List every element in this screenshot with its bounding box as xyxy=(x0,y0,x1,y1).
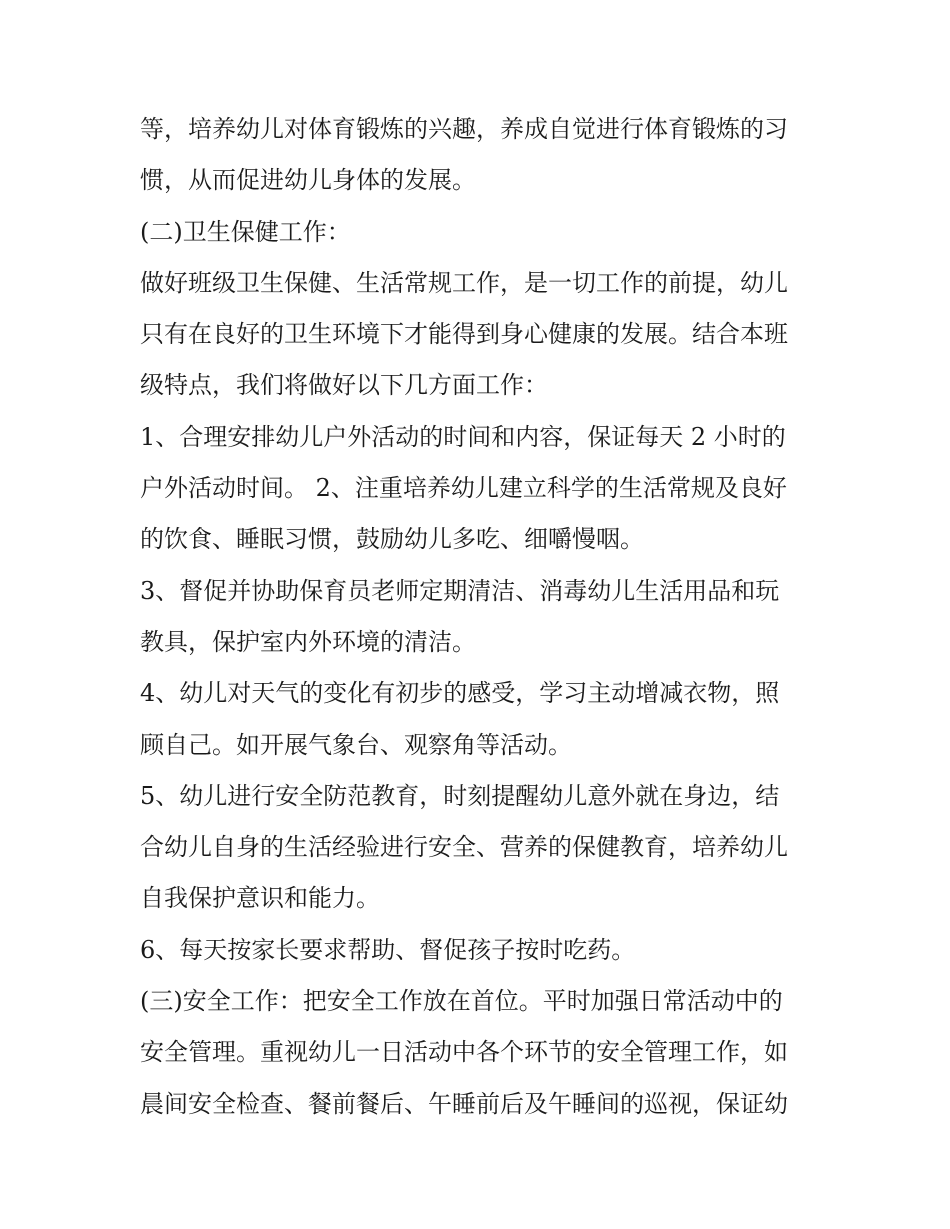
text-line: 安全管理。重视幼儿一日活动中各个环节的安全管理工作，如 xyxy=(140,1038,788,1067)
text-line: 惯，从而促进幼儿身体的发展。 xyxy=(140,166,476,195)
text-line: 4、幼儿对天气的变化有初步的感受，学习主动增减衣物，照 xyxy=(140,679,780,708)
text-line: 1、合理安排幼儿户外活动的时间和内容，保证每天 2 小时的 xyxy=(140,422,786,451)
text-line: 做好班级卫生保健、生活常规工作，是一切工作的前提，幼儿 xyxy=(140,268,788,297)
document-body xyxy=(140,104,820,1130)
text-line: 级特点，我们将做好以下几方面工作： xyxy=(140,371,548,400)
text-line: 3、督促并协助保育员老师定期清洁、消毒幼儿生活用品和玩 xyxy=(140,576,780,605)
text-line: 只有在良好的卫生环境下才能得到身心健康的发展。结合本班 xyxy=(140,320,788,349)
text-line: 的饮食、睡眠习惯，鼓励幼儿多吃、细嚼慢咽。 xyxy=(140,525,644,554)
text-line: 教具，保护室内外环境的清洁。 xyxy=(140,627,476,656)
text-line: 合幼儿自身的生活经验进行安全、营养的保健教育，培养幼儿 xyxy=(140,833,788,862)
text-line: 5、幼儿进行安全防范教育，时刻提醒幼儿意外就在身边，结 xyxy=(140,781,780,810)
section-heading: (二)卫生保健工作： xyxy=(140,217,351,246)
text-line: 6、每天按家长要求帮助、督促孩子按时吃药。 xyxy=(140,935,636,964)
text-line: 自我保护意识和能力。 xyxy=(140,884,380,913)
text-line: 顾自己。如开展气象台、观察角等活动。 xyxy=(140,730,572,759)
text-line: 户外活动时间。 2、注重培养幼儿建立科学的生活常规及良好 xyxy=(140,474,787,503)
text-line: 等，培养幼儿对体育锻炼的兴趣，养成自觉进行体育锻炼的习 xyxy=(140,115,788,143)
text-line: 晨间安全检查、餐前餐后、午睡前后及午睡间的巡视，保证幼 xyxy=(140,1089,788,1118)
section-heading: (三)安全工作：把安全工作放在首位。平时加强日常活动中的 xyxy=(140,987,783,1016)
